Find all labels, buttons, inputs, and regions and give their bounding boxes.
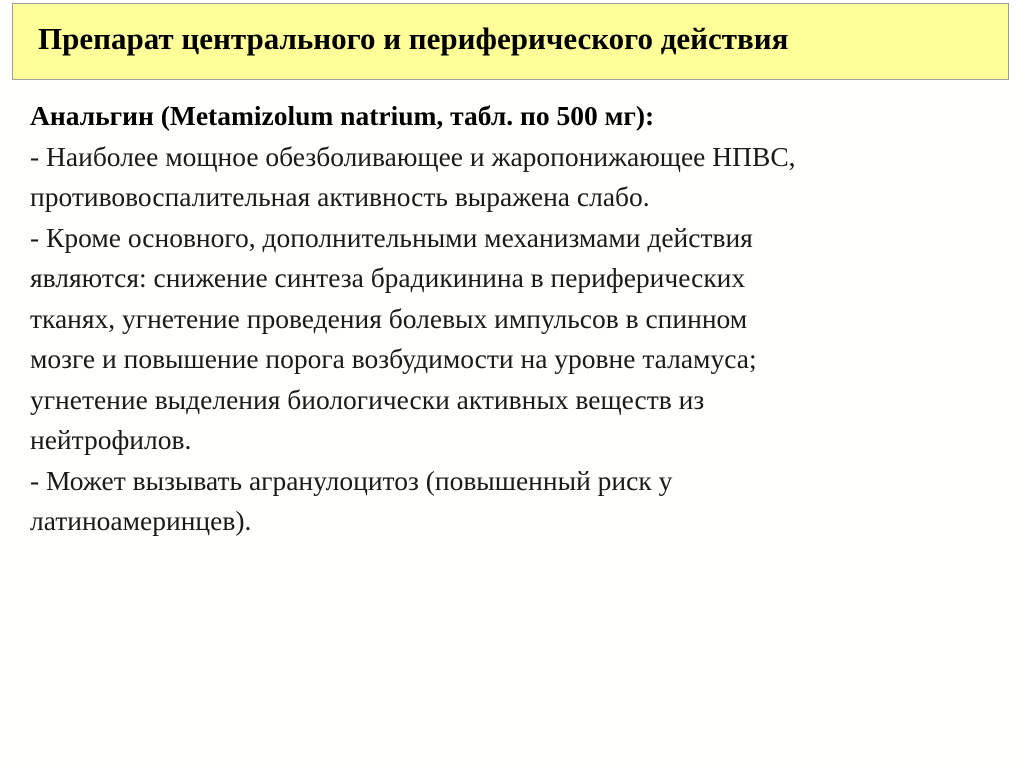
body-line: мозге и повышение порога возбудимости на уровне таламуса; (30, 343, 757, 374)
slide-body (30, 96, 1000, 542)
body-line: противовоспалительная активность выражена слабо. (30, 181, 650, 212)
slide-title: Препарат центрального и периферического действия (38, 21, 789, 56)
body-line: латиноамеринцев). (30, 505, 252, 536)
body-line: нейтрофилов. (30, 424, 192, 455)
body-line: являются: снижение синтеза брадикинина в периферических (30, 262, 746, 293)
body-line: - Кроме основного, дополнительными механизмами действия (30, 221, 753, 253)
drug-heading: Анальгин (Metamizolum natrium, табл. по 500 мг): (30, 100, 655, 131)
title-box (12, 3, 1009, 80)
body-line: - Может вызывать агранулоцитоз (повышенный риск у (30, 464, 673, 496)
body-line: - Наиболее мощное обезболивающее и жаропонижающее НПВС, (30, 140, 796, 172)
body-line: тканях, угнетение проведения болевых импульсов в спинном (30, 302, 748, 334)
body-line: угнетение выделения биологически активных веществ из (30, 383, 705, 415)
